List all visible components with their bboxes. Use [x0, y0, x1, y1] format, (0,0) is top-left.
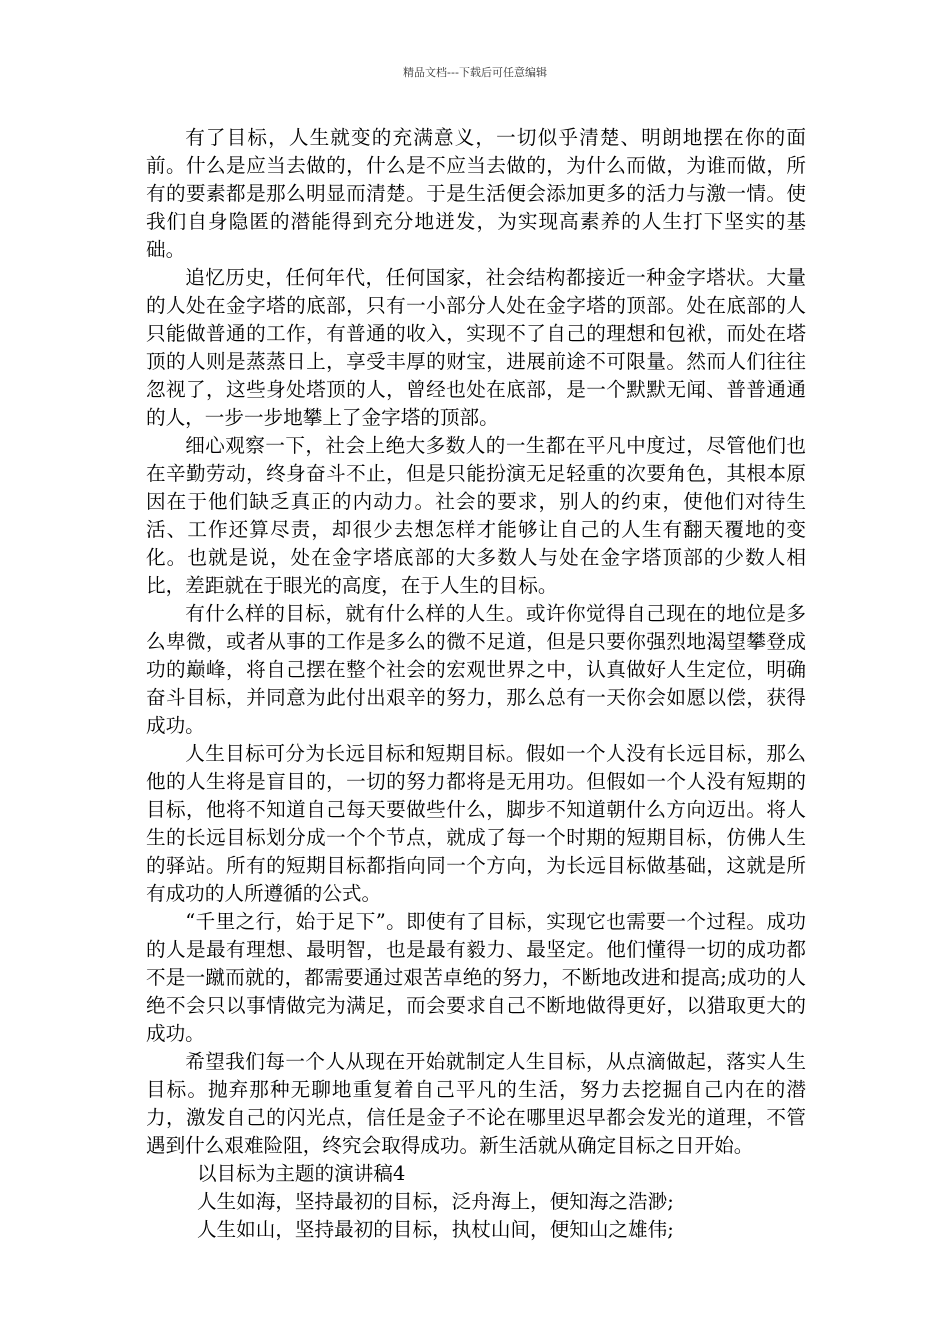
paragraph: “千里之行，始于足下”。即使有了目标，实现它也需要一个过程。成功的人是最有理想、最明智，也是最有毅力、最坚定。他们懂得一切的成功都不是一蹴而就的，都需要通过艰苦卓绝的努力，不断地改进和提高;成功的人绝不会只以事情做完为满足，而会要求自己不断地做得更好，以猎取更大的成功。 [146, 910, 806, 1045]
page-header: 精品文档---下载后可任意编辑 [403, 66, 547, 79]
paragraph: 人生目标可分为长远目标和短期目标。假如一个人没有长远目标，那么他的人生将是盲目的，一切的努力都将是无用功。但假如一个人没有短期的目标，他将不知道自己每天要做些什么，脚步不知道朝什么方向迈出。将人生的长远目标划分成一个个节点，就成了每一个时期的短期目标，仿佛人生的驿站。所有的短期目标都指向同一个方向，为长远目标做基础，这就是所有成功的人所遵循的公式。 [146, 742, 806, 905]
closing-line: 人生如海，坚持最初的目标，泛舟海上，便知海之浩渺; [196, 1190, 674, 1213]
section-title: 以目标为主题的演讲稿4 [196, 1162, 406, 1185]
closing-line: 人生如山，坚持最初的目标，执杖山间，便知山之雄伟; [196, 1218, 674, 1241]
paragraph: 有了目标，人生就变的充满意义，一切似乎清楚、明朗地摆在你的面前。什么是应当去做的，什么是不应当去做的，为什么而做，为谁而做，所有的要素都是那么明显而清楚。于是生活便会添加更多的活力与激一情。使我们自身隐匿的潜能得到充分地迸发，为实现高素养的人生打下坚实的基础。 [146, 126, 806, 261]
paragraph: 希望我们每一个人从现在开始就制定人生目标，从点滴做起，落实人生目标。抛弃那种无聊地重复着自己平凡的生活，努力去挖掘自己内在的潜力，激发自己的闪光点，信任是金子不论在哪里迟早都会发光的道理，不管遇到什么艰难险阻，终究会取得成功。新生活就从确定目标之日开始。 [146, 1050, 806, 1157]
paragraph: 细心观察一下，社会上绝大多数人的一生都在平凡中度过，尽管他们也在辛勤劳动，终身奋斗不止，但是只能扮演无足轻重的次要角色，其根本原因在于他们缺乏真正的内动力。社会的要求，别人的约束，使他们对待生活、工作还算尽责，却很少去想怎样才能够让自己的人生有翻天覆地的变化。也就是说，处在金字塔底部的大多数人与处在金字塔顶部的少数人相比，差距就在于眼光的高度，在于人生的目标。 [146, 434, 806, 597]
paragraph: 有什么样的目标，就有什么样的人生。或许你觉得自己现在的地位是多么卑微，或者从事的工作是多么的微不足道，但是只要你强烈地渴望攀登成功的巅峰，将自己摆在整个社会的宏观世界之中，认真做好人生定位，明确奋斗目标，并同意为此付出艰辛的努力，那么总有一天你会如愿以偿，获得成功。 [146, 602, 806, 737]
paragraph: 追忆历史，任何年代，任何国家，社会结构都接近一种金字塔状。大量的人处在金字塔的底部，只有一小部分人处在金字塔的顶部。处在底部的人只能做普通的工作，有普通的收入，实现不了自己的理想和包袱，而处在塔顶的人则是蒸蒸日上，享受丰厚的财宝，进展前途不可限量。然而人们往往忽视了，这些身处塔顶的人，曾经也处在底部，是一个默默无闻、普普通通的人，一步一步地攀上了金字塔的顶部。 [146, 266, 806, 429]
document-body [146, 124, 806, 1244]
